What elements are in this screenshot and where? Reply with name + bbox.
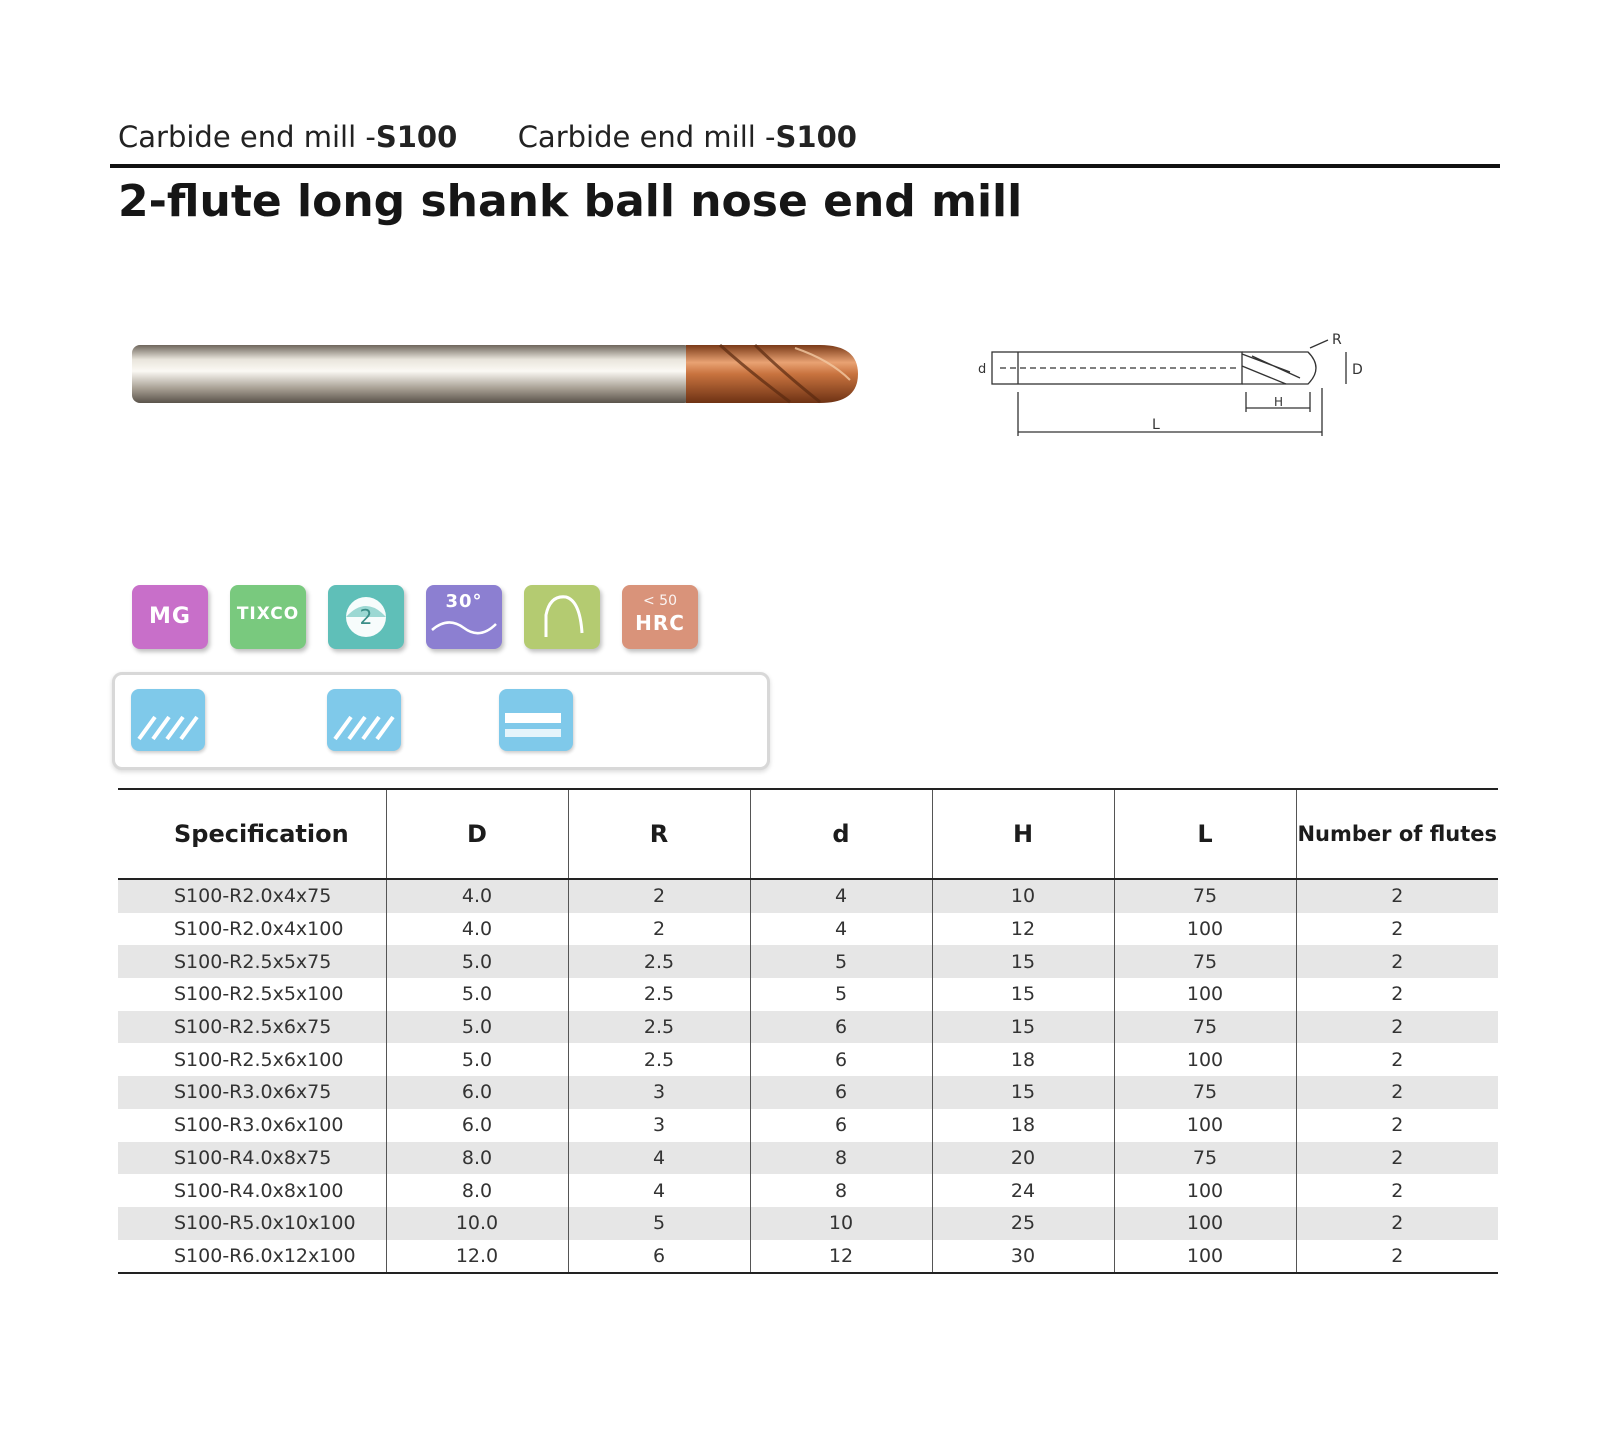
cell-D: 5.0 — [386, 1043, 568, 1076]
header-R: R — [568, 789, 750, 879]
table-row — [118, 1207, 1498, 1240]
cell-flutes: 2 — [1296, 913, 1498, 946]
cell-flutes: 2 — [1296, 1240, 1498, 1274]
cell-L: 75 — [1114, 1011, 1296, 1044]
cell-L: 75 — [1114, 1076, 1296, 1109]
cell-d: 10 — [750, 1207, 932, 1240]
table-row — [118, 1174, 1498, 1207]
cell-D: 6.0 — [386, 1109, 568, 1142]
table-row — [118, 913, 1498, 946]
cell-L: 100 — [1114, 1207, 1296, 1240]
hardness-badge-icon: < 50 HRC — [622, 585, 698, 649]
cell-specification: S100-R4.0x8x75 — [118, 1142, 386, 1175]
side-milling-icon — [327, 689, 401, 751]
header-L: L — [1114, 789, 1296, 879]
header-product-left: S100 — [375, 120, 458, 154]
header-prefix-right: Carbide end mill - — [517, 120, 776, 154]
schematic-label-R: R — [1332, 332, 1342, 348]
flute-count-badge-icon: 2 — [328, 585, 404, 649]
cell-H: 15 — [932, 945, 1114, 978]
table-row — [118, 1076, 1498, 1109]
cell-flutes: 2 — [1296, 978, 1498, 1011]
table-row — [118, 1011, 1498, 1044]
cell-specification: S100-R2.5x5x100 — [174, 983, 344, 1006]
table-row — [118, 1109, 1498, 1142]
cell-L: 75 — [1114, 879, 1296, 913]
cell-R: 3 — [568, 1109, 750, 1142]
schematic-label-H: H — [1274, 395, 1284, 409]
cell-flutes: 2 — [1296, 879, 1498, 913]
cell-D: 6.0 — [386, 1076, 568, 1109]
cell-d: 12 — [750, 1240, 932, 1274]
cell-flutes: 2 — [1296, 1011, 1498, 1044]
cell-d: 6 — [750, 1076, 932, 1109]
cell-H: 18 — [932, 1043, 1114, 1076]
cell-R: 6 — [568, 1240, 750, 1274]
cell-d: 6 — [750, 1109, 932, 1142]
cell-L: 75 — [1114, 945, 1296, 978]
cell-H: 25 — [932, 1207, 1114, 1240]
cell-flutes: 2 — [1296, 945, 1498, 978]
cell-d: 6 — [750, 1043, 932, 1076]
table-row — [118, 1142, 1498, 1175]
cell-specification: S100-R4.0x8x100 — [174, 1179, 344, 1202]
cell-specification: S100-R2.5x5x75 — [118, 945, 386, 978]
cell-H: 15 — [932, 1011, 1114, 1044]
cell-D: 5.0 — [386, 978, 568, 1011]
cell-H: 15 — [932, 978, 1114, 1011]
cell-flutes: 2 — [1296, 1109, 1498, 1142]
schematic-label-d: d — [978, 362, 987, 377]
page-title: 2-flute long shank ball nose end mill — [118, 176, 1023, 227]
cell-d: 4 — [750, 879, 932, 913]
cell-d: 8 — [750, 1142, 932, 1175]
tolerance-icon — [499, 689, 573, 751]
cell-flutes: 2 — [1296, 1207, 1498, 1240]
cell-flutes: 2 — [1296, 1043, 1498, 1076]
cell-flutes: 2 — [1296, 1142, 1498, 1175]
cell-D: 12.0 — [386, 1240, 568, 1274]
cell-H: 20 — [932, 1142, 1114, 1175]
cell-R: 2.5 — [568, 1011, 750, 1044]
header-H: H — [932, 789, 1114, 879]
schematic-label-D: D — [1352, 362, 1363, 378]
cell-flutes: 2 — [1296, 1174, 1498, 1207]
cell-specification: S100-R5.0x10x100 — [118, 1207, 386, 1240]
cell-R: 3 — [568, 1076, 750, 1109]
cell-specification: S100-R2.0x4x100 — [174, 918, 344, 941]
helix-angle-badge-icon: 30° — [426, 585, 502, 649]
cell-d: 5 — [750, 945, 932, 978]
header-d: d — [750, 789, 932, 879]
cell-L: 100 — [1114, 913, 1296, 946]
table-row — [118, 879, 1498, 913]
cell-D: 4.0 — [386, 913, 568, 946]
cell-D: 8.0 — [386, 1142, 568, 1175]
cell-D: 8.0 — [386, 1174, 568, 1207]
cell-specification: S100-R3.0x6x75 — [118, 1076, 386, 1109]
header-divider — [110, 164, 1500, 168]
dimension-schematic — [978, 332, 1380, 452]
machining-info-panel — [112, 672, 770, 770]
coating-badge-icon: TIXCO — [230, 585, 306, 649]
cell-L: 100 — [1114, 978, 1296, 1011]
cell-R: 2.5 — [568, 978, 750, 1011]
cell-d: 5 — [750, 978, 932, 1011]
cell-R: 2.5 — [568, 1043, 750, 1076]
cell-L: 100 — [1114, 1109, 1296, 1142]
cell-L: 100 — [1114, 1240, 1296, 1274]
slot-milling-icon — [131, 689, 205, 751]
cell-specification: S100-R6.0x12x100 — [174, 1244, 356, 1267]
cell-L: 100 — [1114, 1174, 1296, 1207]
cell-H: 24 — [932, 1174, 1114, 1207]
cell-R: 4 — [568, 1174, 750, 1207]
material-badge-icon: MG — [132, 585, 208, 649]
header-specification: Specification — [174, 820, 349, 848]
specification-table — [118, 788, 1498, 1274]
cell-specification: S100-R3.0x6x100 — [174, 1114, 344, 1137]
cell-specification: S100-R2.5x6x75 — [118, 1011, 386, 1044]
table-row — [118, 1240, 1498, 1274]
cell-R: 2.5 — [568, 945, 750, 978]
header-prefix-left: Carbide end mill - — [118, 120, 376, 154]
cell-L: 100 — [1114, 1043, 1296, 1076]
cell-d: 4 — [750, 913, 932, 946]
cell-R: 5 — [568, 1207, 750, 1240]
cell-flutes: 2 — [1296, 1076, 1498, 1109]
cell-H: 30 — [932, 1240, 1114, 1274]
cell-d: 6 — [750, 1011, 932, 1044]
header-D: D — [386, 789, 568, 879]
cell-D: 10.0 — [386, 1207, 568, 1240]
table-row — [118, 945, 1498, 978]
cell-H: 12 — [932, 913, 1114, 946]
header-product-right: S100 — [775, 120, 857, 154]
cell-H: 15 — [932, 1076, 1114, 1109]
cell-D: 5.0 — [386, 1011, 568, 1044]
cell-D: 4.0 — [386, 879, 568, 913]
table-row — [118, 978, 1498, 1011]
cell-d: 8 — [750, 1174, 932, 1207]
cell-R: 2 — [568, 879, 750, 913]
cell-H: 18 — [932, 1109, 1114, 1142]
cell-D: 5.0 — [386, 945, 568, 978]
cell-H: 10 — [932, 879, 1114, 913]
end-mill-photo — [130, 340, 890, 420]
cell-specification: S100-R2.5x6x100 — [174, 1048, 344, 1071]
cell-specification: S100-R2.0x4x75 — [118, 879, 386, 913]
schematic-label-L: L — [1152, 417, 1160, 433]
header-product-line — [118, 120, 857, 154]
cell-R: 4 — [568, 1142, 750, 1175]
cell-R: 2 — [568, 913, 750, 946]
ball-nose-badge-icon — [524, 585, 600, 649]
table-header-row — [118, 789, 1498, 879]
header-number-of-flutes: Number of flutes — [1296, 789, 1498, 879]
cell-L: 75 — [1114, 1142, 1296, 1175]
table-row — [118, 1043, 1498, 1076]
